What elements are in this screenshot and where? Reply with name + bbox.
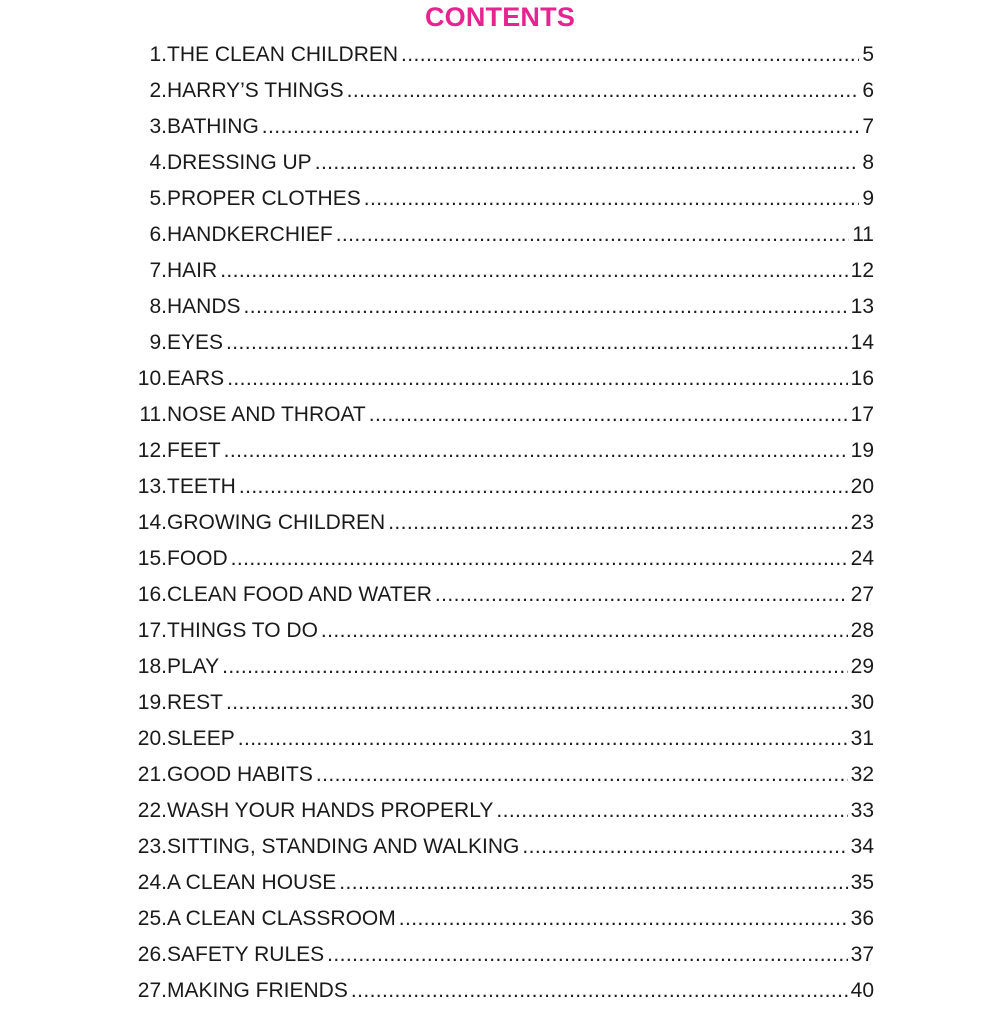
entry-page-number: 40 (850, 979, 874, 1002)
entry-title: THINGS TO DO (167, 619, 318, 642)
toc-entry-23[interactable] (128, 829, 874, 865)
dot-leader (339, 865, 847, 901)
dot-leader (316, 757, 848, 793)
entry-number: 4. (149, 151, 167, 174)
dot-leader (327, 937, 847, 973)
dot-leader (315, 145, 860, 181)
entry-number: 27. (137, 979, 167, 1002)
entry-number: 8. (149, 295, 167, 318)
entry-number: 24. (137, 871, 167, 894)
entry-number: 9. (149, 331, 167, 354)
entry-title: WASH YOUR HANDS PROPERLY (167, 799, 494, 822)
entry-page-number: 8 (862, 151, 874, 174)
dot-leader (262, 109, 860, 145)
dot-leader (226, 325, 848, 361)
toc-entry-8[interactable] (128, 289, 874, 325)
entry-title: GOOD HABITS (167, 763, 313, 786)
dot-leader (227, 361, 847, 397)
toc-entry-21[interactable] (128, 757, 874, 793)
dot-leader (321, 613, 848, 649)
toc-entry-9[interactable] (128, 325, 874, 361)
entry-page-number: 16 (850, 367, 874, 390)
entry-number: 10. (137, 367, 167, 390)
dot-leader (399, 901, 848, 937)
entry-page-number: 6 (862, 79, 874, 102)
entry-title: DRESSING UP (167, 151, 312, 174)
toc-entry-2[interactable] (128, 73, 874, 109)
entry-number: 18. (137, 655, 167, 678)
entry-title: SITTING, STANDING AND WALKING (167, 835, 520, 858)
dot-leader (336, 217, 850, 253)
entry-page-number: 9 (862, 187, 874, 210)
dot-leader (226, 685, 848, 721)
entry-number: 16. (137, 583, 167, 606)
entry-number: 25. (137, 907, 167, 930)
toc-entry-14[interactable] (128, 505, 874, 541)
entry-page-number: 7 (862, 115, 874, 138)
entry-page-number: 34 (850, 835, 874, 858)
entry-page-number: 36 (850, 907, 874, 930)
entry-page-number: 28 (850, 619, 874, 642)
entry-page-number: 32 (850, 763, 874, 786)
entry-title: TEETH (167, 475, 236, 498)
toc-entry-11[interactable] (128, 397, 874, 433)
entry-number: 17. (137, 619, 167, 642)
entry-title: THE CLEAN CHILDREN (167, 43, 399, 66)
entry-title: EARS (167, 367, 225, 390)
entry-title: REST (167, 691, 224, 714)
entry-number: 15. (137, 547, 167, 570)
toc-entry-15[interactable] (128, 541, 874, 577)
toc-entry-16[interactable] (128, 577, 874, 613)
entry-page-number: 37 (850, 943, 874, 966)
entry-page-number: 19 (850, 439, 874, 462)
entry-number: 6. (149, 223, 167, 246)
entry-page-number: 23 (850, 511, 874, 534)
entry-title: A CLEAN CLASSROOM (167, 907, 396, 930)
dot-leader (347, 73, 860, 109)
dot-leader (238, 721, 848, 757)
entry-title: GROWING CHILDREN (167, 511, 386, 534)
toc-entry-20[interactable] (128, 721, 874, 757)
entry-page-number: 12 (850, 259, 874, 282)
dot-leader (224, 433, 848, 469)
dot-leader (244, 289, 848, 325)
entry-number: 3. (149, 115, 167, 138)
entry-page-number: 27 (850, 583, 874, 606)
entry-title: PLAY (167, 655, 220, 678)
entry-number: 13. (137, 475, 167, 498)
dot-leader (364, 181, 860, 217)
dot-leader (369, 397, 848, 433)
entry-page-number: 13 (850, 295, 874, 318)
entry-number: 20. (137, 727, 167, 750)
entry-number: 2. (149, 79, 167, 102)
toc-entry-3[interactable] (128, 109, 874, 145)
entry-title: NOSE AND THROAT (167, 403, 366, 426)
entry-title: HANDKERCHIEF (167, 223, 333, 246)
entry-title: PROPER CLOTHES (167, 187, 361, 210)
entry-page-number: 24 (850, 547, 874, 570)
toc-entry-24[interactable] (128, 865, 874, 901)
entry-page-number: 31 (850, 727, 874, 750)
entry-number: 12. (137, 439, 167, 462)
entry-title: CLEAN FOOD AND WATER (167, 583, 432, 606)
toc-entry-18[interactable] (128, 649, 874, 685)
entry-title: SAFETY RULES (167, 943, 325, 966)
dot-leader (231, 541, 848, 577)
toc-entry-10[interactable] (128, 361, 874, 397)
entry-title: A CLEAN HOUSE (167, 871, 337, 894)
entry-title: HARRY’S THINGS (167, 79, 344, 102)
dot-leader (239, 469, 848, 505)
toc-entry-19[interactable] (128, 685, 874, 721)
entry-page-number: 14 (850, 331, 874, 354)
entry-page-number: 33 (850, 799, 874, 822)
dot-leader (351, 973, 848, 1009)
entry-number: 14. (137, 511, 167, 534)
dot-leader (435, 577, 848, 613)
entry-page-number: 35 (850, 871, 874, 894)
toc-entry-6[interactable] (128, 217, 874, 253)
entry-number: 5. (149, 187, 167, 210)
entry-number: 7. (149, 259, 167, 282)
toc-entry-25[interactable] (128, 901, 874, 937)
table-of-contents (128, 37, 874, 1009)
entry-page-number: 5 (862, 43, 874, 66)
toc-entry-26[interactable] (128, 937, 874, 973)
toc-entry-1[interactable] (128, 37, 874, 73)
entry-number: 11. (139, 403, 167, 426)
entry-number: 19. (137, 691, 167, 714)
entry-number: 1. (149, 43, 167, 66)
dot-leader (222, 649, 847, 685)
entry-page-number: 29 (850, 655, 874, 678)
toc-entry-7[interactable] (128, 253, 874, 289)
entry-title: SLEEP (167, 727, 235, 750)
entry-number: 22. (137, 799, 167, 822)
entry-title: FOOD (167, 547, 228, 570)
dot-leader (388, 505, 847, 541)
entry-page-number: 20 (850, 475, 874, 498)
entry-number: 21. (137, 763, 167, 786)
toc-entry-4[interactable] (128, 145, 874, 181)
entry-title: BATHING (167, 115, 259, 138)
entry-page-number: 11 (852, 223, 874, 246)
dot-leader (401, 37, 859, 73)
entry-title: FEET (167, 439, 221, 462)
dot-leader (496, 793, 847, 829)
dot-leader (522, 829, 847, 865)
dot-leader (220, 253, 847, 289)
entry-number: 23. (137, 835, 167, 858)
toc-entry-13[interactable] (128, 469, 874, 505)
entry-title: MAKING FRIENDS (167, 979, 348, 1002)
entry-page-number: 30 (850, 691, 874, 714)
toc-entry-5[interactable] (128, 181, 874, 217)
toc-entry-12[interactable] (128, 433, 874, 469)
page-title: CONTENTS (424, 2, 576, 32)
entry-title: HANDS (167, 295, 241, 318)
toc-entry-27[interactable] (128, 973, 874, 1009)
entry-title: HAIR (167, 259, 218, 282)
entry-title: EYES (167, 331, 224, 354)
entry-page-number: 17 (850, 403, 874, 426)
toc-entry-17[interactable] (128, 613, 874, 649)
toc-entry-22[interactable] (128, 793, 874, 829)
entry-number: 26. (137, 943, 167, 966)
